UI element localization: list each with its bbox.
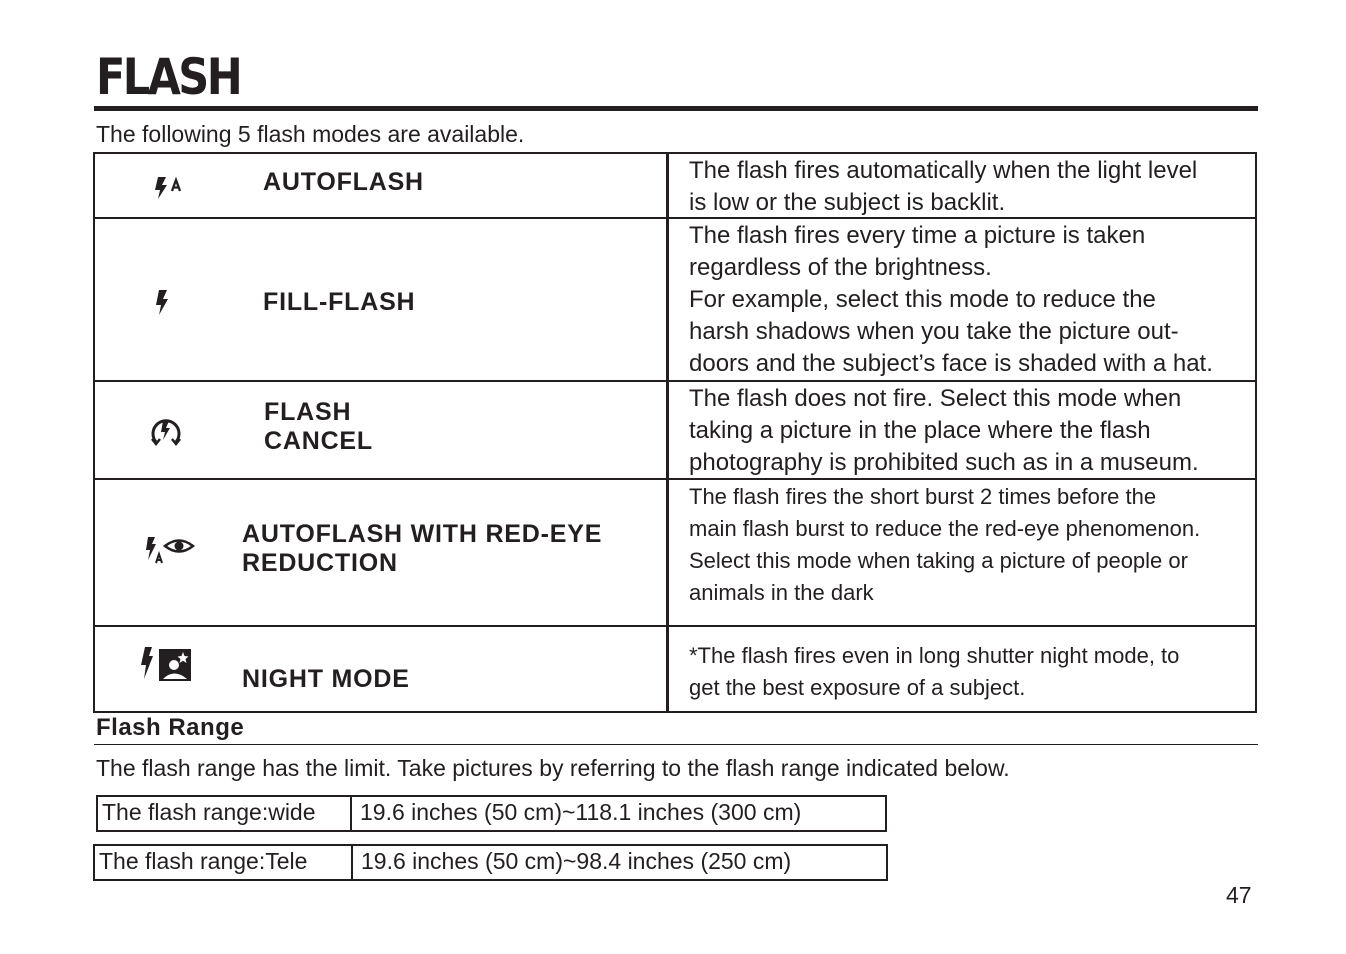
page-number: 47 (1226, 882, 1252, 908)
flash-modes-table (93, 152, 1257, 713)
mode-label: AUTOFLASH WITH RED-EYE REDUCTION (242, 520, 603, 577)
fill-flash-icon (153, 289, 171, 317)
flash-range-heading: Flash Range (96, 714, 245, 741)
mode-row-flash-cancel (93, 382, 1257, 480)
mode-description: The flash does not fire. Select this mode when taking a picture in the place where the flash photography is prohibited such as in a museum. (689, 385, 1199, 476)
mode-label: FILL-FLASH (263, 288, 416, 316)
page-title: FLASH (96, 48, 241, 106)
mode-label: AUTOFLASH (263, 168, 424, 196)
flash-cancel-icon (147, 415, 185, 449)
mode-description: *The flash fires even in long shutter night mode, to get the best exposure of a subject. (689, 643, 1180, 700)
mode-row-red-eye (93, 480, 1257, 627)
range-value: 19.6 inches (50 cm)~118.1 inches (300 cm) (360, 799, 802, 825)
mode-row-fill-flash (93, 219, 1257, 382)
mode-label: NIGHT MODE (242, 665, 410, 693)
mode-cell (95, 480, 669, 625)
red-eye-icon (143, 534, 195, 570)
flash-range-tele-table (93, 844, 888, 881)
mode-cell (95, 154, 669, 217)
mode-cell (95, 627, 669, 711)
mode-description: The flash fires every time a picture is taken regardless of the brightness. For example, select this mode to reduce the harsh shadows when you take the picture out- doors and the subject’s face is shaded with a hat. (689, 222, 1213, 377)
range-label: The flash range:wide (98, 797, 352, 830)
mode-cell (95, 382, 669, 478)
night-mode-icon (139, 645, 193, 685)
range-label: The flash range:Tele (95, 846, 353, 879)
mode-row-night-mode (93, 627, 1257, 713)
title-divider (94, 106, 1258, 111)
intro-text: The following 5 flash modes are available. (96, 121, 525, 147)
flash-range-text: The flash range has the limit. Take pictures by referring to the flash range indicated below. (96, 755, 1010, 781)
mode-label: FLASH CANCEL (264, 398, 373, 455)
flash-range-divider (94, 744, 1258, 745)
mode-description: The flash fires automatically when the light level is low or the subject is backlit. (689, 157, 1198, 216)
mode-row-autoflash (93, 152, 1257, 219)
autoflash-icon (151, 176, 189, 202)
mode-description: The flash fires the short burst 2 times before the main flash burst to reduce the red-eye phenomenon. Select this mode when taking a picture of people or animals in the dark (689, 484, 1201, 605)
range-value: 19.6 inches (50 cm)~98.4 inches (250 cm) (361, 848, 792, 874)
mode-cell (95, 219, 669, 380)
flash-range-wide-table (96, 795, 887, 832)
